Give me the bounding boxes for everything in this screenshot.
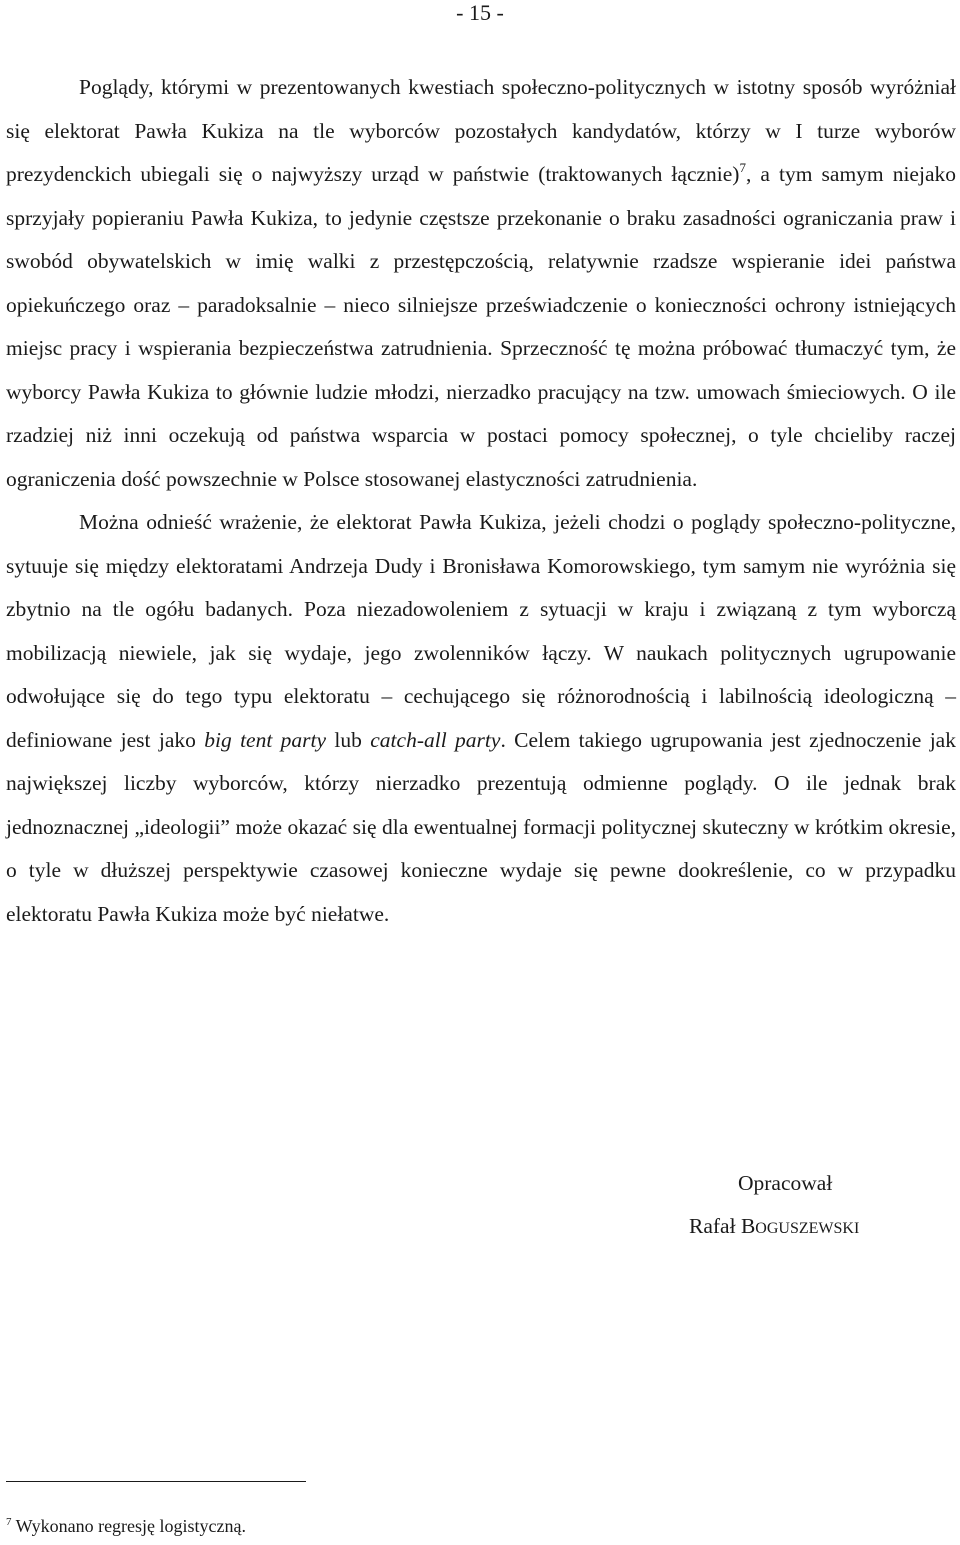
body-text [6,66,956,936]
paragraph-1-part-2: , a tym samym niejako sprzyjały popieraniu Pawła Kukiza, to jedynie częstsze przekonanie o braku zasadności ograniczania praw i swobód obywatelskich w imię walki z przestępczością, relatywnie rzadsze wspieranie idei państwa opiekuńczego oraz – paradoksalnie – nieco silniejsze przeświadczenie o konieczności ochrony istniejących miejsc pracy i wspierania bezpieczeństwa zatrudnienia. Sprzeczność tę można próbować tłumaczyć tym, że wyborcy Pawła Kukiza to głównie ludzie młodzi, nierzadko pracujący na tzw. umowach śmieciowych. O ile rzadziej niż inni oczekują od państwa wsparcia w postaci pomocy społecznej, o tyle chcieliby raczej ograniczenia dość powszechnie w Polsce stosowanej elastyczności zatrudnienia. [6,162,956,491]
footnote-reference: 7 [739,160,746,175]
footnote-separator [6,1481,306,1482]
paragraph-2-connector: lub [326,727,371,752]
paragraph-1-part-1: Poglądy, którymi w prezentowanych kwestiach społeczno-politycznych w istotny sposób wyróżniał się elektorat Pawła Kukiza na tle wyborców pozostałych kandydatów, którzy w I turze wyborów prezydenckich ubiegali się o najwyższy urząd w państwie (traktowanych łącznie) [6,75,956,186]
signature-name [600,1205,960,1250]
term-big-tent-party: big tent party [204,727,327,752]
author-surname-rest: OGUSZEWSKI [755,1220,860,1237]
signature-block [600,1162,960,1250]
author-surname-initial: B [740,1214,756,1238]
paragraph-2 [6,501,956,936]
footnote-text: Wykonano regresję logistyczną. [11,1516,247,1536]
footnote-number: 7 [6,1516,12,1528]
author-first-name: Rafał [689,1214,736,1238]
page-number: - 15 - [456,0,504,25]
paragraph-1 [6,66,956,501]
footnote [6,1514,246,1538]
paragraph-2-part-1: Można odnieść wrażenie, że elektorat Pawła Kukiza, jeżeli chodzi o poglądy społeczno-polityczne, sytuuje się między elektoratami Andrzeja Dudy i Bronisława Komorowskiego, tym samym nie wyróżnia się zbytnio na tle ogółu badanych. Poza niezadowoleniem z sytuacji w kraju i związaną z tym wyborczą mobilizacją niewiele, jak się wydaje, jego zwolenników łączy. W naukach politycznych ugrupowanie odwołujące się do tego typu elektoratu – cechującego się różnorodnością i labilnością ideologiczną – definiowane jest jako [6,510,956,752]
signature-role: Opracował [738,1171,833,1195]
paragraph-2-part-2: . Celem takiego ugrupowania jest zjednoczenie jak największej liczby wyborców, którzy nierzadko prezentują odmienne poglądy. O ile jednak brak jednoznacznej „ideologii” może okazać się dla ewentualnej formacji politycznej skuteczny w krótkim okresie, o tyle w dłuższej perspektywie czasowej konieczne wydaje się pewne dookreślenie, co w przypadku elektoratu Pawła Kukiza może być niełatwe. [6,727,956,926]
term-catch-all-party: catch-all party [370,727,501,752]
